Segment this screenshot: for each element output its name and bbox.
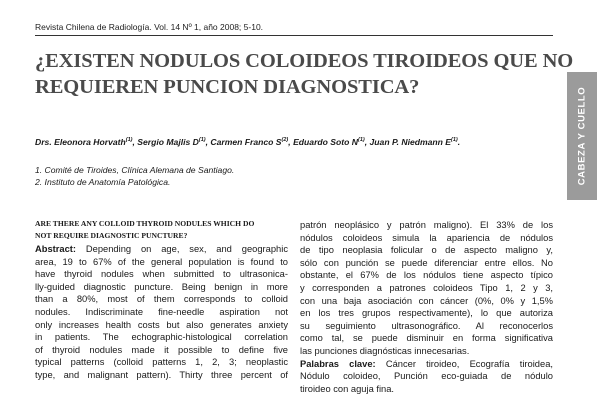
english-title — [35, 218, 285, 242]
resumen-line: sólo con punción se puede diferenciar entre ellos. No — [300, 257, 553, 268]
resumen-line: y corresponden a patrones coloideos Tipo 1, 2 y 3, — [300, 282, 553, 293]
affiliations — [35, 164, 234, 188]
author-name: Juan P. Niedmann E — [369, 137, 452, 147]
keywords-line: tiroideo con aguja fina. — [300, 383, 395, 394]
resumen-line: con una baja asociación con cáncer (0%, 0% y 1,5% — [300, 295, 553, 306]
english-title-line: ARE THERE ANY COLLOID THYROID NODULES WHICH DO — [35, 219, 255, 228]
abstract-line: type, and malignant pattern). Thirty three percent of — [35, 369, 288, 380]
resumen-column — [300, 219, 553, 395]
resumen-line: de tipo neoplasia folicular o de aspecto maligno y, — [300, 245, 553, 256]
keywords-label: Palabras clave: — [300, 358, 376, 369]
resumen-line: las punciones diagnósticas innecesarias. — [300, 345, 470, 356]
resumen-line: su seguimiento ultrasonográfico. Al reconocerlos — [300, 320, 553, 331]
author-separator: , — [205, 137, 211, 147]
abstract-line: typical patterns (colloid patterns 1, 2, 3; neoplastic — [35, 357, 288, 368]
author-name: Eduardo Soto N — [293, 137, 358, 147]
resumen-line: como tal, se puede disminuir en forma significativa — [300, 333, 553, 344]
author-affiliation-mark: (1) — [125, 137, 133, 144]
keywords-line — [300, 358, 553, 371]
resumen-line: obstante, el 67% de los nódulos tiene aspecto típico — [300, 270, 553, 281]
abstract-text: Depending on age, sex, and geographic — [76, 244, 288, 254]
article-title — [35, 48, 574, 100]
author-affiliation-mark: (2) — [281, 137, 289, 144]
abstract-line: area, 19 to 67% of the general population is found to — [35, 256, 288, 267]
resumen-line: patrón neoplásico y patrón maligno). El 33% de los — [300, 220, 553, 230]
author-affiliation-mark: (1) — [198, 137, 206, 144]
author-separator: , — [288, 137, 294, 147]
author-name: Drs. Eleonora Horvath — [35, 137, 126, 147]
author-name: Carmen Franco S — [210, 137, 282, 147]
abstract-label: Abstract: — [35, 244, 77, 254]
abstract-line: lly-guided diagnostic puncture. Being benign in more — [35, 281, 288, 292]
abstract-line — [35, 243, 288, 256]
keywords-text: Cáncer tiroideo, Ecografía tiroidea, — [375, 358, 553, 369]
author-separator: . — [457, 137, 461, 147]
affiliation-item: 2. Instituto de Anatomía Patológica. — [35, 177, 171, 187]
author-affiliation-mark: (1) — [358, 137, 365, 144]
author-list — [35, 137, 560, 147]
keywords-line: Nódulo coloideo, Punción eco-guiada de nódulo — [300, 371, 553, 382]
abstract-line: than a 80%, most of them corresponds to colloid — [35, 294, 288, 305]
resumen-line: en los tres grupos respectivamente), lo que autoriza — [300, 308, 553, 319]
title-line: REQUIEREN PUNCION DIAGNOSTICA? — [35, 76, 420, 98]
author-separator: , — [132, 137, 138, 147]
author-separator: , — [364, 137, 370, 147]
section-tab — [567, 72, 597, 200]
english-title-line: NOT REQUIRE DIAGNOSTIC PUNCTURE? — [35, 231, 188, 240]
author-name: Sergio Majlis D — [137, 137, 199, 147]
author-affiliation-mark: (1) — [451, 137, 458, 144]
abstract-line: nodules. Indiscriminate fine-needle aspiration not — [35, 306, 288, 317]
abstract-column — [35, 243, 288, 382]
section-tab-label: CABEZA Y CUELLO — [576, 86, 588, 186]
header-divider — [35, 35, 553, 36]
title-line: ¿EXISTEN NODULOS COLOIDEOS TIROIDEOS QUE NO — [35, 50, 574, 72]
journal-header: Revista Chilena de Radiología. Vol. 14 Nº 1, año 2008; 5-10. — [35, 22, 264, 32]
affiliation-item: 1. Comité de Tiroides, Clínica Alemana de Santiago. — [35, 165, 235, 175]
resumen-line: nódulos coloideos simula la apariencia de nódulos — [300, 232, 553, 243]
abstract-line: have thyroid nodules when submitted to ultrasonica- — [35, 269, 288, 280]
abstract-line: only increases health costs but also generates anxiety — [35, 319, 288, 330]
abstract-line: in patients. The echographic-histological correlation — [35, 332, 288, 343]
abstract-line: of thyroid nodules made it possible to define five — [35, 344, 288, 355]
